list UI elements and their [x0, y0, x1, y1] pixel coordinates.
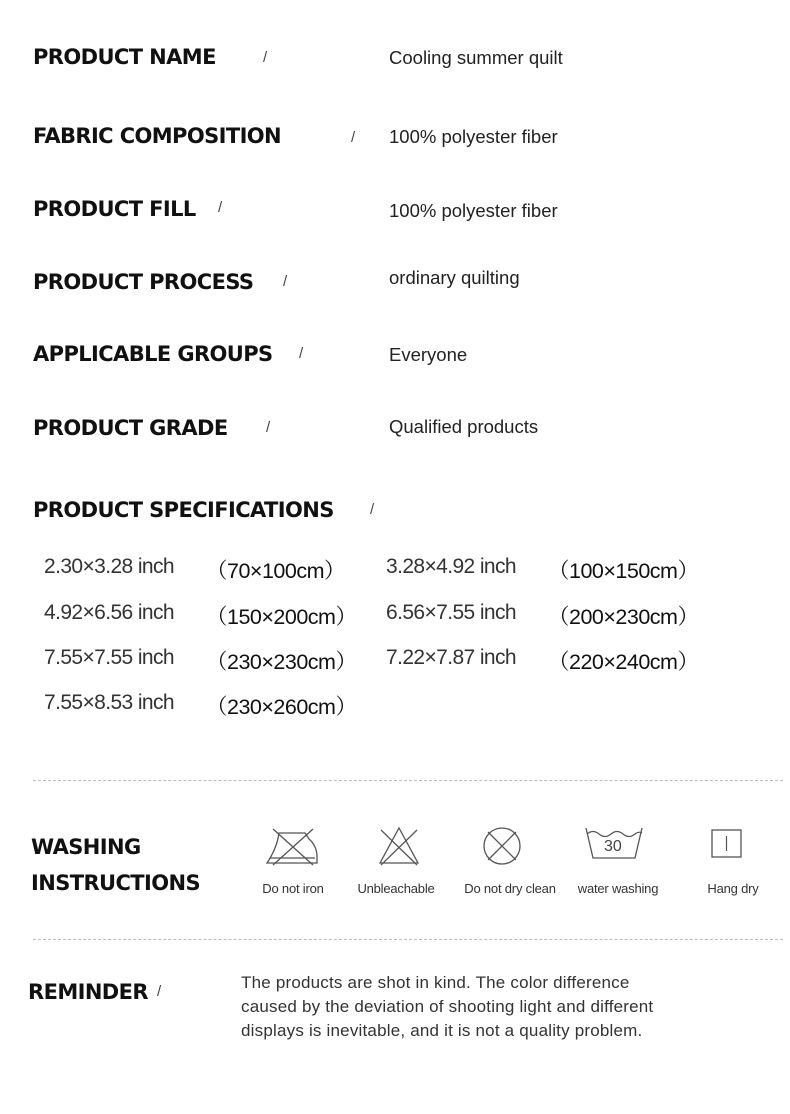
water-washing-caption: water washing: [577, 881, 659, 896]
reminder-line: displays is inevitable, and it is not a quality problem.: [241, 1021, 643, 1040]
product-grade-label: PRODUCT GRADE: [33, 416, 228, 440]
product-specifications-label: PRODUCT SPECIFICATIONS: [33, 498, 334, 522]
fabric-composition-value: 100% polyester fiber: [389, 126, 558, 147]
product-fill-label: PRODUCT FILL: [33, 197, 196, 221]
do-not-bleach-icon: [377, 825, 421, 867]
do-not-dry-clean-icon: [481, 825, 523, 867]
reminder-line: The products are shot in kind. The color difference: [241, 973, 630, 992]
spec-size-inch: 7.22×7.87 inch: [386, 646, 516, 669]
spec-size-cm: （150×200cm）: [206, 605, 357, 629]
washing-label: WASHING: [31, 835, 141, 859]
spec-size-inch: 6.56×7.55 inch: [386, 601, 516, 624]
spec-size-cm: （100×150cm）: [548, 559, 699, 583]
applicable-groups-value: Everyone: [389, 344, 468, 365]
product-name-slash: /: [263, 49, 268, 66]
fabric-composition-slash: /: [351, 129, 356, 146]
spec-size-cm: （220×240cm）: [548, 650, 699, 674]
product-name-label: PRODUCT NAME: [33, 45, 216, 69]
do-not-dry-clean-caption: Do not dry clean: [464, 881, 556, 896]
hang-dry-icon: [711, 829, 743, 859]
product-specifications-slash: /: [370, 501, 375, 518]
reminder-slash: /: [157, 983, 162, 1000]
instructions-label: INSTRUCTIONS: [31, 871, 200, 895]
do-not-bleach-caption: Unbleachable: [357, 881, 435, 896]
product-grade-slash: /: [266, 419, 271, 436]
spec-size-cm: （230×260cm）: [206, 695, 357, 719]
do-not-iron-caption: Do not iron: [262, 881, 324, 896]
reminder-label: REMINDER: [28, 980, 148, 1004]
spec-size-inch: 7.55×8.53 inch: [44, 691, 174, 714]
product-fill-slash: /: [218, 199, 223, 216]
spec-size-inch: 3.28×4.92 inch: [386, 555, 516, 578]
spec-size-inch: 4.92×6.56 inch: [44, 601, 174, 624]
spec-size-cm: （200×230cm）: [548, 605, 699, 629]
divider: [33, 780, 783, 781]
spec-size-cm: （70×100cm）: [206, 559, 346, 583]
do-not-iron-icon: [265, 824, 321, 868]
wash-temperature: 30: [604, 838, 622, 855]
applicable-groups-label: APPLICABLE GROUPS: [33, 342, 273, 366]
spec-size-inch: 2.30×3.28 inch: [44, 555, 174, 578]
product-process-value: ordinary quilting: [389, 267, 520, 288]
product-process-label: PRODUCT PROCESS: [33, 270, 254, 294]
product-grade-value: Qualified products: [389, 416, 539, 437]
hang-dry-caption: Hang dry: [707, 881, 759, 896]
applicable-groups-slash: /: [299, 345, 304, 362]
divider: [33, 939, 783, 940]
product-fill-value: 100% polyester fiber: [389, 200, 558, 221]
spec-size-inch: 7.55×7.55 inch: [44, 646, 174, 669]
product-name-value: Cooling summer quilt: [389, 47, 563, 68]
spec-size-cm: （230×230cm）: [206, 650, 357, 674]
product-process-slash: /: [283, 273, 288, 290]
reminder-line: caused by the deviation of shooting light and different: [241, 997, 654, 1016]
fabric-composition-label: FABRIC COMPOSITION: [33, 124, 282, 148]
